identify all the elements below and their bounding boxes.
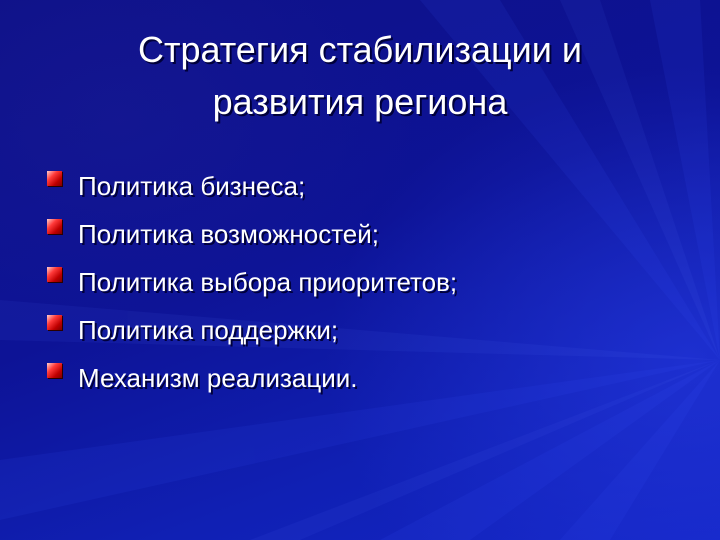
slide-title-line-2: развития региона [212, 81, 508, 122]
red-square-bullet-icon [47, 171, 62, 186]
bullet-text: Политика возможностей; [78, 219, 380, 249]
bullet-item [47, 260, 457, 308]
bullet-text: Политика выбора приоритетов; [78, 267, 458, 297]
bullet-text: Механизм реализации. [78, 363, 358, 393]
slide-title [40, 24, 680, 128]
bullet-item [47, 212, 457, 260]
slide-title-line-1: Стратегия стабилизации и [137, 29, 582, 70]
bullet-item [47, 308, 457, 356]
bullet-text: Политика поддержки; [78, 315, 339, 345]
bullet-item [47, 356, 457, 404]
red-square-bullet-icon [47, 315, 62, 330]
bullet-item [47, 164, 457, 212]
bullet-text: Политика бизнеса; [78, 171, 306, 201]
red-square-bullet-icon [47, 363, 62, 378]
bullet-list [47, 164, 457, 404]
red-square-bullet-icon [47, 219, 62, 234]
red-square-bullet-icon [47, 267, 62, 282]
